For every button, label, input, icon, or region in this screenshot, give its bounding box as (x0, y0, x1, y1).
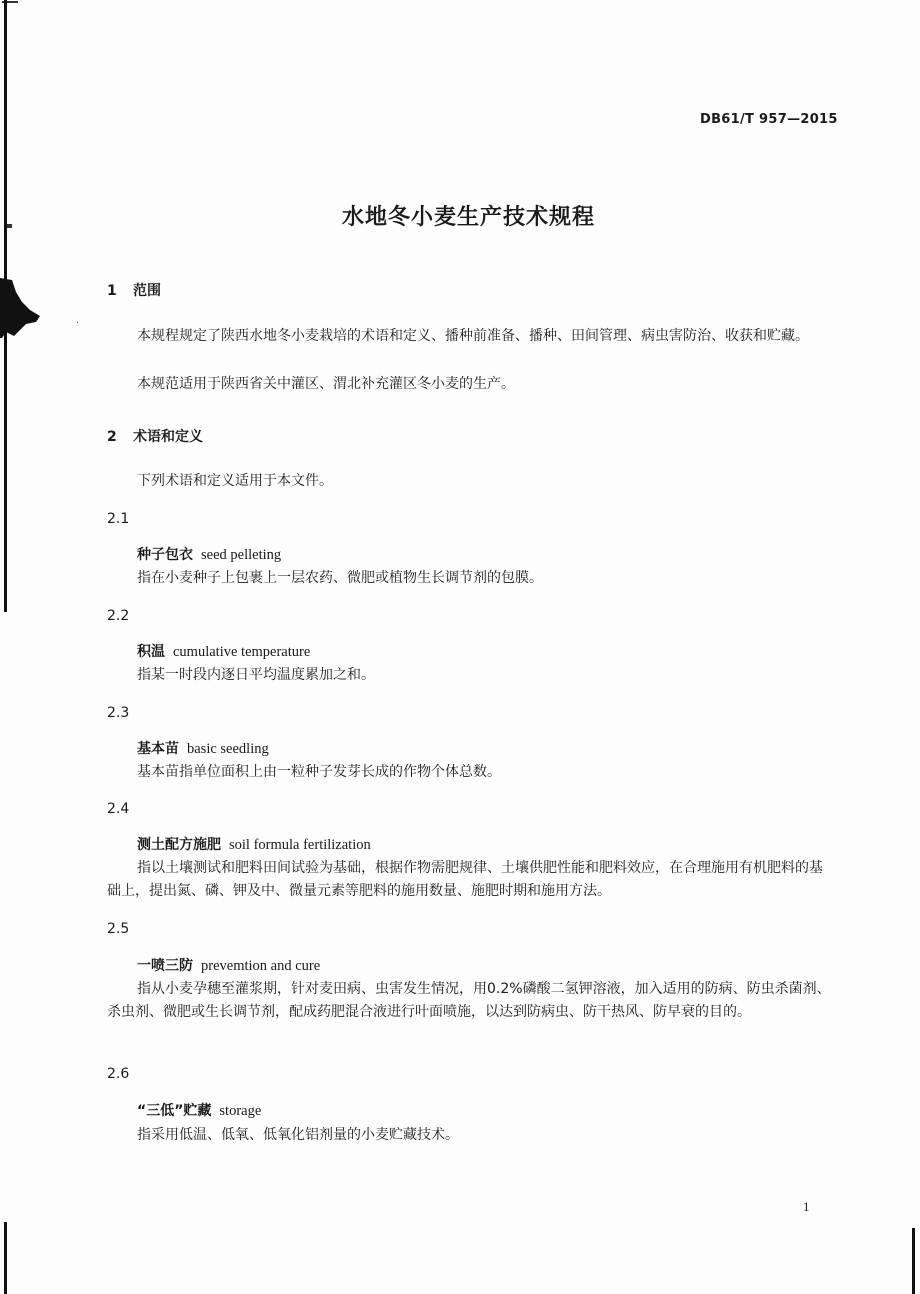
clause-number: 2.1 (107, 511, 130, 527)
clause-number: 2.3 (107, 705, 130, 721)
term-english: storage (219, 1103, 262, 1119)
scan-artifact-left-bottom (4, 1222, 7, 1294)
term-english: seed pelleting (201, 547, 282, 563)
section-2-title: 术语和定义 (133, 429, 203, 445)
term-english: soil formula fertilization (229, 837, 371, 853)
section-2-heading (107, 426, 203, 446)
standard-code: DB61/T 957—2015 (700, 112, 838, 127)
section-2-number: 2 (107, 429, 117, 445)
term-heading (137, 641, 310, 661)
section-1-paragraph-1: 本规程规定了陕西水地冬小麦栽培的术语和定义、播种前准备、播种、田间管理、病虫害防治、收获和贮藏。 (137, 328, 809, 344)
section-1-paragraph-2: 本规范适用于陕西省关中灌区、渭北补充灌区冬小麦的生产。 (137, 376, 515, 392)
term-heading (137, 738, 269, 758)
scan-artifact-right-bottom (912, 1228, 915, 1294)
document-title: 水地冬小麦生产技术规程 (341, 205, 595, 230)
clause-number: 2.2 (107, 608, 130, 624)
term-heading (137, 834, 371, 854)
term-definition: 指采用低温、低氧、低氧化铝剂量的小麦贮藏技术。 (137, 1127, 459, 1143)
section-1-number: 1 (107, 283, 117, 299)
term-chinese: 一喷三防 (137, 958, 193, 974)
scan-artifact-stray: · (76, 318, 80, 329)
clause-number: 2.4 (107, 801, 130, 817)
section-1-heading (107, 280, 161, 300)
scan-artifact-blob (0, 272, 42, 342)
term-english: cumulative temperature (173, 644, 311, 660)
term-heading (137, 1100, 261, 1120)
term-definition: 指以土壤测试和肥料田间试验为基础，根据作物需肥规律、土壤供肥性能和肥料效应，在合理施用有机肥料的基础上，提出氮、磷、钾及中、微量元素等肥料的施用数量、施肥时期和施用方法。 (107, 860, 823, 899)
term-english: basic seedling (187, 741, 269, 757)
term-chinese: “三低”贮藏 (137, 1103, 212, 1119)
term-definition: 指某一时段内逐日平均温度累加之和。 (137, 667, 375, 683)
term-chinese: 基本苗 (137, 741, 179, 757)
clause-number: 2.5 (107, 921, 130, 937)
section-2-intro: 下列术语和定义适用于本文件。 (137, 473, 333, 489)
section-1-title: 范围 (133, 283, 161, 299)
term-heading (137, 955, 320, 975)
clause-number: 2.6 (107, 1066, 130, 1082)
term-chinese: 积温 (137, 644, 165, 660)
page-number: 1 (803, 1199, 810, 1214)
term-definition: 基本苗指单位面积上由一粒种子发芽长成的作物个体总数。 (137, 764, 501, 780)
term-chinese: 种子包衣 (137, 547, 193, 563)
term-chinese: 测土配方施肥 (137, 837, 221, 853)
term-english: prevemtion and cure (201, 958, 321, 974)
term-heading (137, 544, 281, 564)
term-definition: 指在小麦种子上包裹上一层农药、微肥或植物生长调节剂的包膜。 (137, 570, 543, 586)
term-definition: 指从小麦孕穗至灌浆期，针对麦田病、虫害发生情况，用0.2%磷酸二氢钾溶液，加入适用的防病、防虫杀菌剂、杀虫剂、微肥或生长调节剂，配成药肥混合液进行叶面喷施，以达到防病虫、防干热风、防早衰的目的。 (107, 981, 831, 1020)
